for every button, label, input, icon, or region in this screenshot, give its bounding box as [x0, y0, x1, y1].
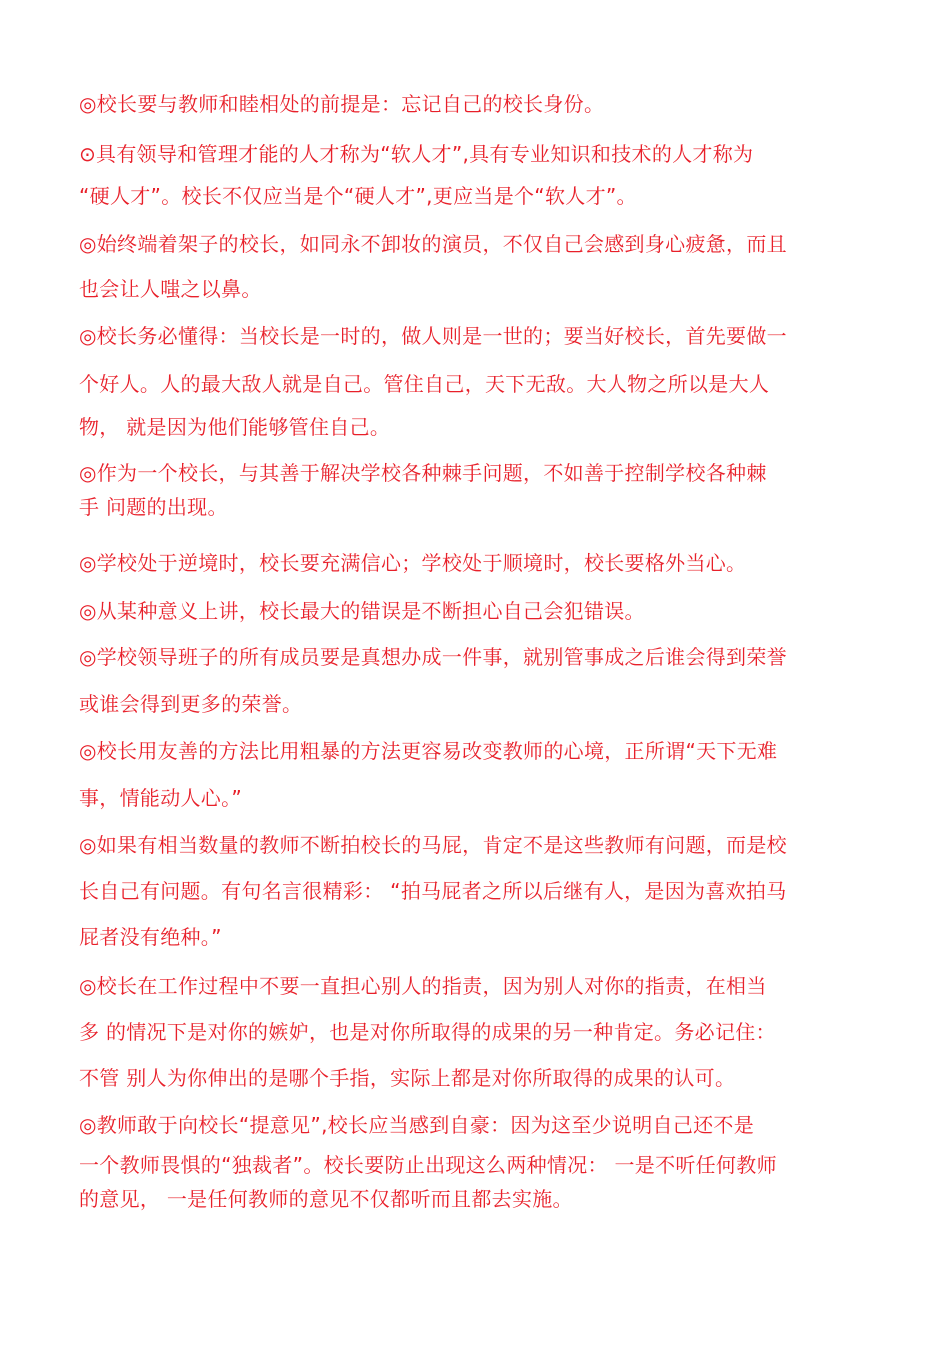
text-line: ◎学校处于逆境时，校长要充满信心；学校处于顺境时，校长要格外当心。 — [79, 551, 747, 575]
text-line: 事，情能动人心。” — [79, 786, 243, 810]
text-line: 长自己有问题。有句名言很精彩： “拍马屁者之所以后继有人，是因为喜欢拍马 — [79, 879, 787, 903]
text-line: “硬人才”。校长不仅应当是个“硬人才”,更应当是个“软人才”。 — [79, 184, 637, 208]
text-line: ◎始终端着架子的校长，如同永不卸妆的演员，不仅自己会感到身心疲惫，而且 — [79, 232, 787, 256]
text-line: ◎如果有相当数量的教师不断拍校长的马屁，肯定不是这些教师有问题，而是校 — [79, 833, 787, 857]
text-line: ◎校长要与教师和睦相处的前提是：忘记自己的校长身份。 — [79, 92, 605, 116]
text-line: ◎校长用友善的方法比用粗暴的方法更容易改变教师的心境，正所谓“天下无难 — [79, 739, 778, 763]
text-line: ◎学校领导班子的所有成员要是真想办成一件事，就别管事成之后谁会得到荣誉 — [79, 645, 787, 669]
text-line: 一个教师畏惧的“独裁者”。校长要防止出现这么两种情况： 一是不听任何教师 — [79, 1153, 777, 1177]
text-line: 多 的情况下是对你的嫉妒，也是对你所取得的成果的另一种肯定。务必记住： — [79, 1020, 776, 1044]
text-line: ◎作为一个校长，与其善于解决学校各种棘手问题，不如善于控制学校各种棘 — [79, 461, 767, 485]
text-line: ◎校长在工作过程中不要一直担心别人的指责，因为别人对你的指责，在相当 — [79, 974, 767, 998]
text-line: ◎教师敢于向校长“提意见”,校长应当感到自豪：因为这至少说明自己还不是 — [79, 1113, 755, 1137]
text-line: 物， 就是因为他们能够管住自己。 — [79, 415, 391, 439]
text-line: ◎校长务必懂得：当校长是一时的，做人则是一世的；要当好校长，首先要做一 — [79, 324, 787, 348]
text-line: ◎从某种意义上讲，校长最大的错误是不断担心自己会犯错误。 — [79, 599, 645, 623]
text-line: 手 问题的出现。 — [79, 495, 228, 519]
text-line: 也会让人嗤之以鼻。 — [79, 277, 262, 301]
text-line: 屁者没有绝种。” — [79, 925, 222, 949]
text-line: 不管 别人为你伸出的是哪个手指，实际上都是对你所取得的成果的认可。 — [79, 1066, 736, 1090]
text-line: ⊙具有领导和管理才能的人才称为“软人才”,具有专业知识和技术的人才称为 — [79, 142, 754, 166]
text-line: 个好人。人的最大敌人就是自己。管住自己，天下无敌。大人物之所以是大人 — [79, 372, 770, 396]
text-line: 或谁会得到更多的荣誉。 — [79, 692, 303, 716]
text-line: 的意见， 一是任何教师的意见不仅都听而且都去实施。 — [79, 1187, 573, 1211]
